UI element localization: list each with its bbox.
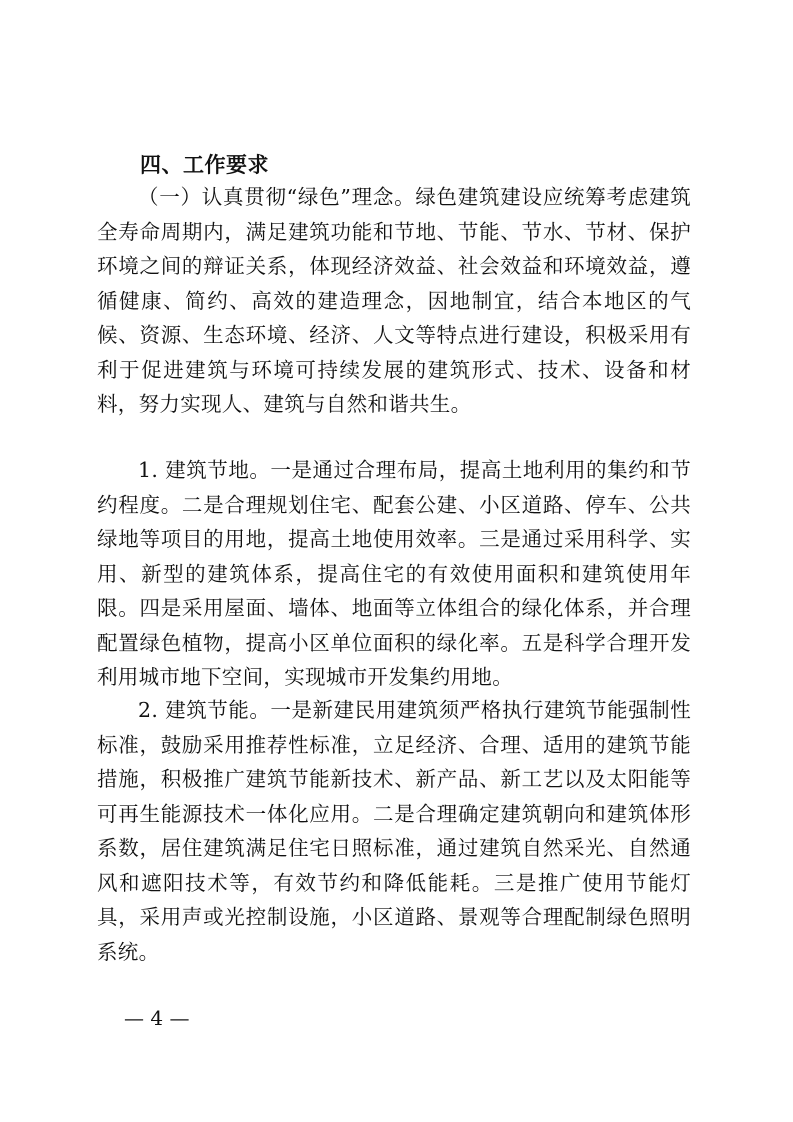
section-heading: 四、工作要求 xyxy=(140,153,269,177)
paragraph-energy-saving: 2. 建筑节能。一是新建民用建筑须严格执行建筑节能强制性标准，鼓励采用推荐性标准，立足经济、合理、适用的建筑节能措施，积极推广建筑节能新技术、新产品、新工艺以及太阳能等可再生能源技术一体化应用。二是合理确定建筑朝向和建筑体形系数，居住建筑满足住宅日照标准，通过建筑自然采光、自然通风和遮阳技术等，有效节约和降低能耗。三是推广使用节能灯具，采用声或光控制设施，小区道路、景观等合理配制绿色照明系统。 xyxy=(97,698,691,964)
paragraph-green-concept: （一）认真贯彻“绿色”理念。绿色建筑建设应统筹考虑建筑全寿命周期内，满足建筑功能和节地、节能、节水、节材、保护环境之间的辩证关系，体现经济效益、社会效益和环境效益，遵循健康、简约、高效的建造理念，因地制宜，结合本地区的气候、资源、生态环境、经济、人文等特点进行建设，积极采用有利于促进建筑与环境可持续发展的建筑形式、技术、设备和材料，努力实现人、建筑与自然和谐共生。 xyxy=(97,185,691,416)
page-number: — 4 — xyxy=(124,1006,190,1030)
paragraph-land-saving: 1. 建筑节地。一是通过合理布局，提高土地利用的集约和节约程度。二是合理规划住宅、配套公建、小区道路、停车、公共绿地等项目的用地，提高土地使用效率。三是通过采用科学、实用、新型的建筑体系，提高住宅的有效使用面积和建筑使用年限。四是采用屋面、墙体、地面等立体组合的绿化体系，并合理配置绿色植物，提高小区单位面积的绿化率。五是科学合理开发利用城市地下空间，实现城市开发集约用地。 xyxy=(97,458,691,689)
